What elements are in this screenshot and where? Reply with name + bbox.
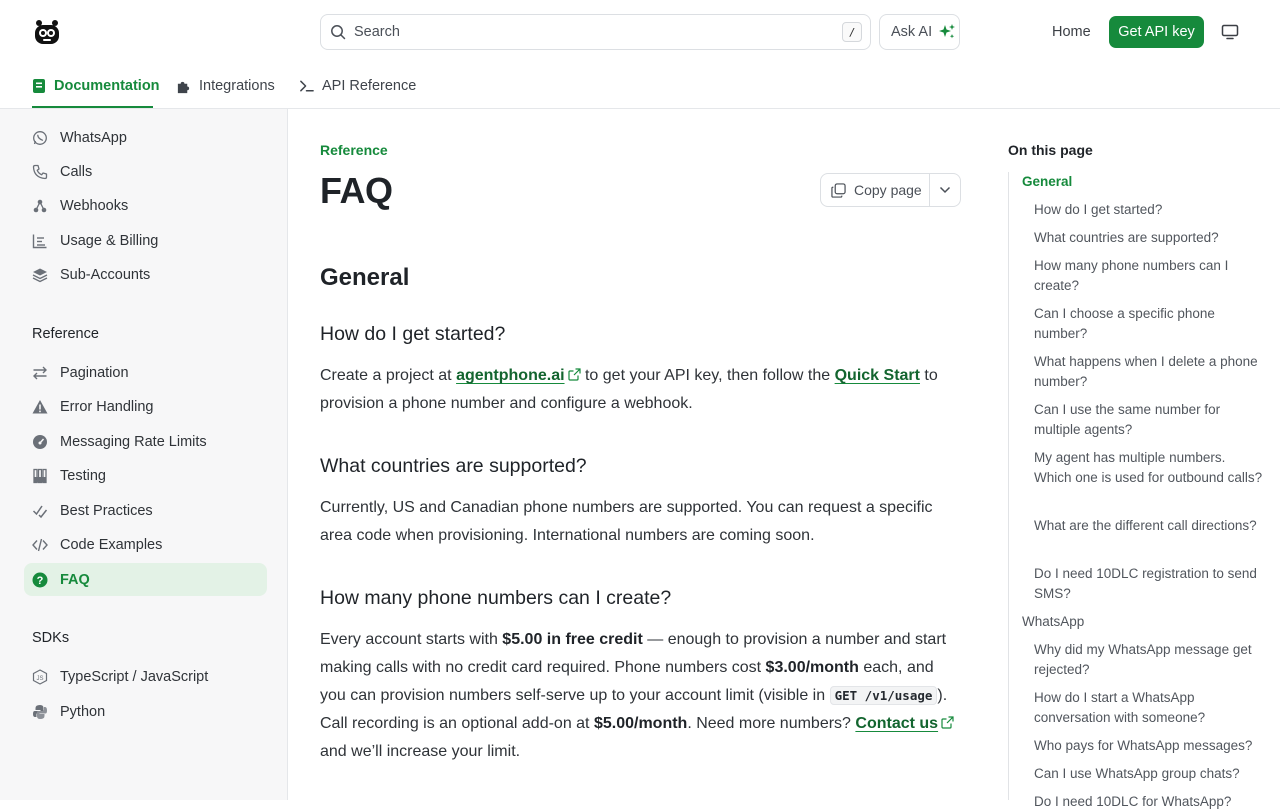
sidebar-item-sub-accounts[interactable] <box>24 258 267 291</box>
tab-api-reference[interactable] <box>299 77 416 95</box>
toc-item[interactable]: Can I use WhatsApp group chats? <box>1034 766 1240 781</box>
tab-integrations[interactable] <box>176 77 275 95</box>
text-bold: $5.00 in free credit <box>502 631 643 648</box>
sidebar-item-faq[interactable] <box>24 563 267 596</box>
sidebar-item-label: Webhooks <box>60 197 129 214</box>
question-heading: How many phone numbers can I create? <box>320 587 672 609</box>
sidebar-item-label: Code Examples <box>60 536 163 553</box>
sidebar-item-typescript-javascript[interactable] <box>24 660 267 693</box>
sidebar-item-label: Testing <box>60 467 106 484</box>
sparkle-icon <box>938 23 956 41</box>
top-bar <box>0 0 1280 64</box>
gauge-icon <box>32 434 48 450</box>
chart-icon <box>32 233 48 249</box>
text-run: to get your API key, then follow the <box>580 367 835 384</box>
toc-rail <box>1008 172 1009 800</box>
code-icon <box>32 537 48 553</box>
sidebar-item-label: Pagination <box>60 364 129 381</box>
answer-paragraph <box>320 626 961 766</box>
sidebar-item-label: Best Practices <box>60 502 153 519</box>
answer-paragraph: Currently, US and Canadian phone numbers are supported. You can request a specific area code when provisioning. International numbers are coming soon. <box>320 499 933 544</box>
question-heading: How do I get started? <box>320 323 506 345</box>
question-icon <box>32 572 48 588</box>
robot-logo[interactable] <box>32 17 62 47</box>
sidebar-section-reference: Reference <box>32 326 99 342</box>
contact-us-link[interactable]: Contact us <box>855 715 939 732</box>
inline-code: GET /v1/usage <box>830 686 938 705</box>
toc-item[interactable]: General <box>1022 174 1073 189</box>
sidebar-nav <box>0 109 288 800</box>
search-icon <box>330 24 346 40</box>
text-run: Create a project at <box>320 367 457 384</box>
text-run: each, and you can provision numbers self-serve up to your account limit (visible in <box>320 659 934 704</box>
text-run: . Need more numbers? <box>687 715 856 732</box>
toc-item[interactable]: How many phone numbers can I create? <box>1034 258 1229 293</box>
warning-icon <box>32 399 48 415</box>
toc-title: On this page <box>1008 142 1093 158</box>
sidebar-item-error-handling[interactable] <box>24 390 267 423</box>
layers-icon <box>32 267 48 283</box>
text-run: ). Call recording is an optional add-on at <box>320 687 948 732</box>
external-link-icon <box>941 716 954 729</box>
toc-item[interactable]: Do I need 10DLC registration to send SMS? <box>1034 566 1257 601</box>
terminal-icon <box>299 79 314 93</box>
sidebar-item-label: Calls <box>60 163 93 180</box>
home-link[interactable]: Home <box>1052 24 1091 40</box>
puzzle-icon <box>176 79 191 94</box>
search-placeholder: Search <box>354 24 400 40</box>
tab-documentation[interactable] <box>32 77 160 95</box>
toc-item[interactable]: Do I need 10DLC for WhatsApp? <box>1034 794 1232 809</box>
sidebar-item-webhooks[interactable] <box>24 189 267 222</box>
top-tabs <box>0 64 1280 109</box>
tab-label: Documentation <box>54 78 160 94</box>
js-icon <box>32 669 48 685</box>
copy-icon <box>831 183 846 198</box>
monitor-icon[interactable] <box>1221 24 1239 40</box>
sidebar-item-label: WhatsApp <box>60 129 127 146</box>
get-api-key-button[interactable]: Get API key <box>1109 16 1204 48</box>
sidebar-item-usage-billing[interactable] <box>24 224 267 257</box>
copy-page-group <box>820 173 961 207</box>
sidebar-section-sdks: SDKs <box>32 630 70 646</box>
search-shortcut-key: / <box>842 22 862 42</box>
whatsapp-icon <box>32 130 48 146</box>
quick-start-link[interactable]: Quick Start <box>834 367 920 384</box>
svg-text:JS: JS <box>36 675 44 682</box>
external-link-icon <box>568 368 581 381</box>
book-icon <box>32 78 46 94</box>
check-icon <box>32 503 48 519</box>
python-icon <box>32 704 48 720</box>
agentphone-link[interactable]: agentphone.ai <box>456 367 565 384</box>
copy-options-dropdown[interactable] <box>930 174 960 206</box>
tab-label: Integrations <box>199 78 275 94</box>
toc-item[interactable]: Who pays for WhatsApp messages? <box>1034 738 1253 753</box>
text-bold: $5.00/month <box>593 715 688 732</box>
text-run: to provision a phone number and configure a webhook. <box>320 367 938 412</box>
toc-item[interactable]: WhatsApp <box>1022 614 1085 629</box>
sidebar-item-label: Messaging Rate Limits <box>60 433 207 450</box>
ask-ai-label: Ask AI <box>891 24 933 40</box>
sidebar-item-best-practices[interactable] <box>24 494 267 527</box>
text-run: Every account starts with <box>320 631 503 648</box>
sidebar-item-messaging-rate-limits[interactable] <box>24 425 267 458</box>
sidebar-item-label: Python <box>60 703 106 720</box>
sidebar-item-label: Error Handling <box>60 398 154 415</box>
flask-icon <box>32 468 48 484</box>
toc-item[interactable]: Can I use the same number for multiple agents? <box>1034 402 1221 437</box>
chevron-down-icon <box>939 186 951 194</box>
active-tab-indicator <box>32 106 153 108</box>
webhook-icon <box>32 198 48 214</box>
sidebar-item-code-examples[interactable] <box>24 528 267 561</box>
sidebar-item-calls[interactable] <box>24 155 267 188</box>
sidebar-item-pagination[interactable] <box>24 356 267 389</box>
toc-item[interactable]: How do I start a WhatsApp conversation with someone? <box>1034 690 1206 725</box>
sidebar-item-python[interactable] <box>24 695 267 728</box>
section-heading-general: General <box>320 264 410 291</box>
text-bold: $3.00/month <box>765 659 859 676</box>
sidebar-item-label: Sub-Accounts <box>60 266 151 283</box>
search-input[interactable] <box>320 14 871 50</box>
toc-item[interactable]: How do I get started? <box>1034 202 1163 217</box>
page-title: FAQ <box>320 170 393 211</box>
breadcrumb: Reference <box>320 142 388 158</box>
sidebar-item-label: FAQ <box>60 571 90 588</box>
toc-item[interactable]: What countries are supported? <box>1034 230 1219 245</box>
sidebar-item-whatsapp[interactable] <box>24 121 267 154</box>
text-run: and we’ll increase your limit. <box>320 743 521 760</box>
svg-text:?: ? <box>36 574 44 587</box>
sidebar-item-testing[interactable] <box>24 459 267 492</box>
text-run: — enough to provision a number and start making calls with no credit card required. Phone numbers cost <box>320 631 947 676</box>
toc-item[interactable]: What are the different call directions? <box>1034 518 1257 533</box>
sidebar-item-label: TypeScript / JavaScript <box>60 668 209 685</box>
ask-ai-button[interactable] <box>879 14 960 50</box>
question-heading: What countries are supported? <box>320 455 587 477</box>
answer-paragraph <box>320 362 961 418</box>
toc-item[interactable]: My agent has multiple numbers. Which one is used for outbound calls? <box>1034 450 1263 485</box>
copy-page-label: Copy page <box>854 182 922 198</box>
toc-item[interactable]: What happens when I delete a phone number? <box>1034 354 1258 389</box>
toc-item[interactable]: Can I choose a specific phone number? <box>1034 306 1215 341</box>
tab-label: API Reference <box>322 78 417 94</box>
arrows-icon <box>32 365 48 381</box>
toc-item[interactable]: Why did my WhatsApp message get rejected? <box>1034 642 1252 677</box>
sidebar-item-label: Usage & Billing <box>60 232 159 249</box>
copy-page-button[interactable] <box>821 174 930 206</box>
phone-icon <box>32 164 48 180</box>
